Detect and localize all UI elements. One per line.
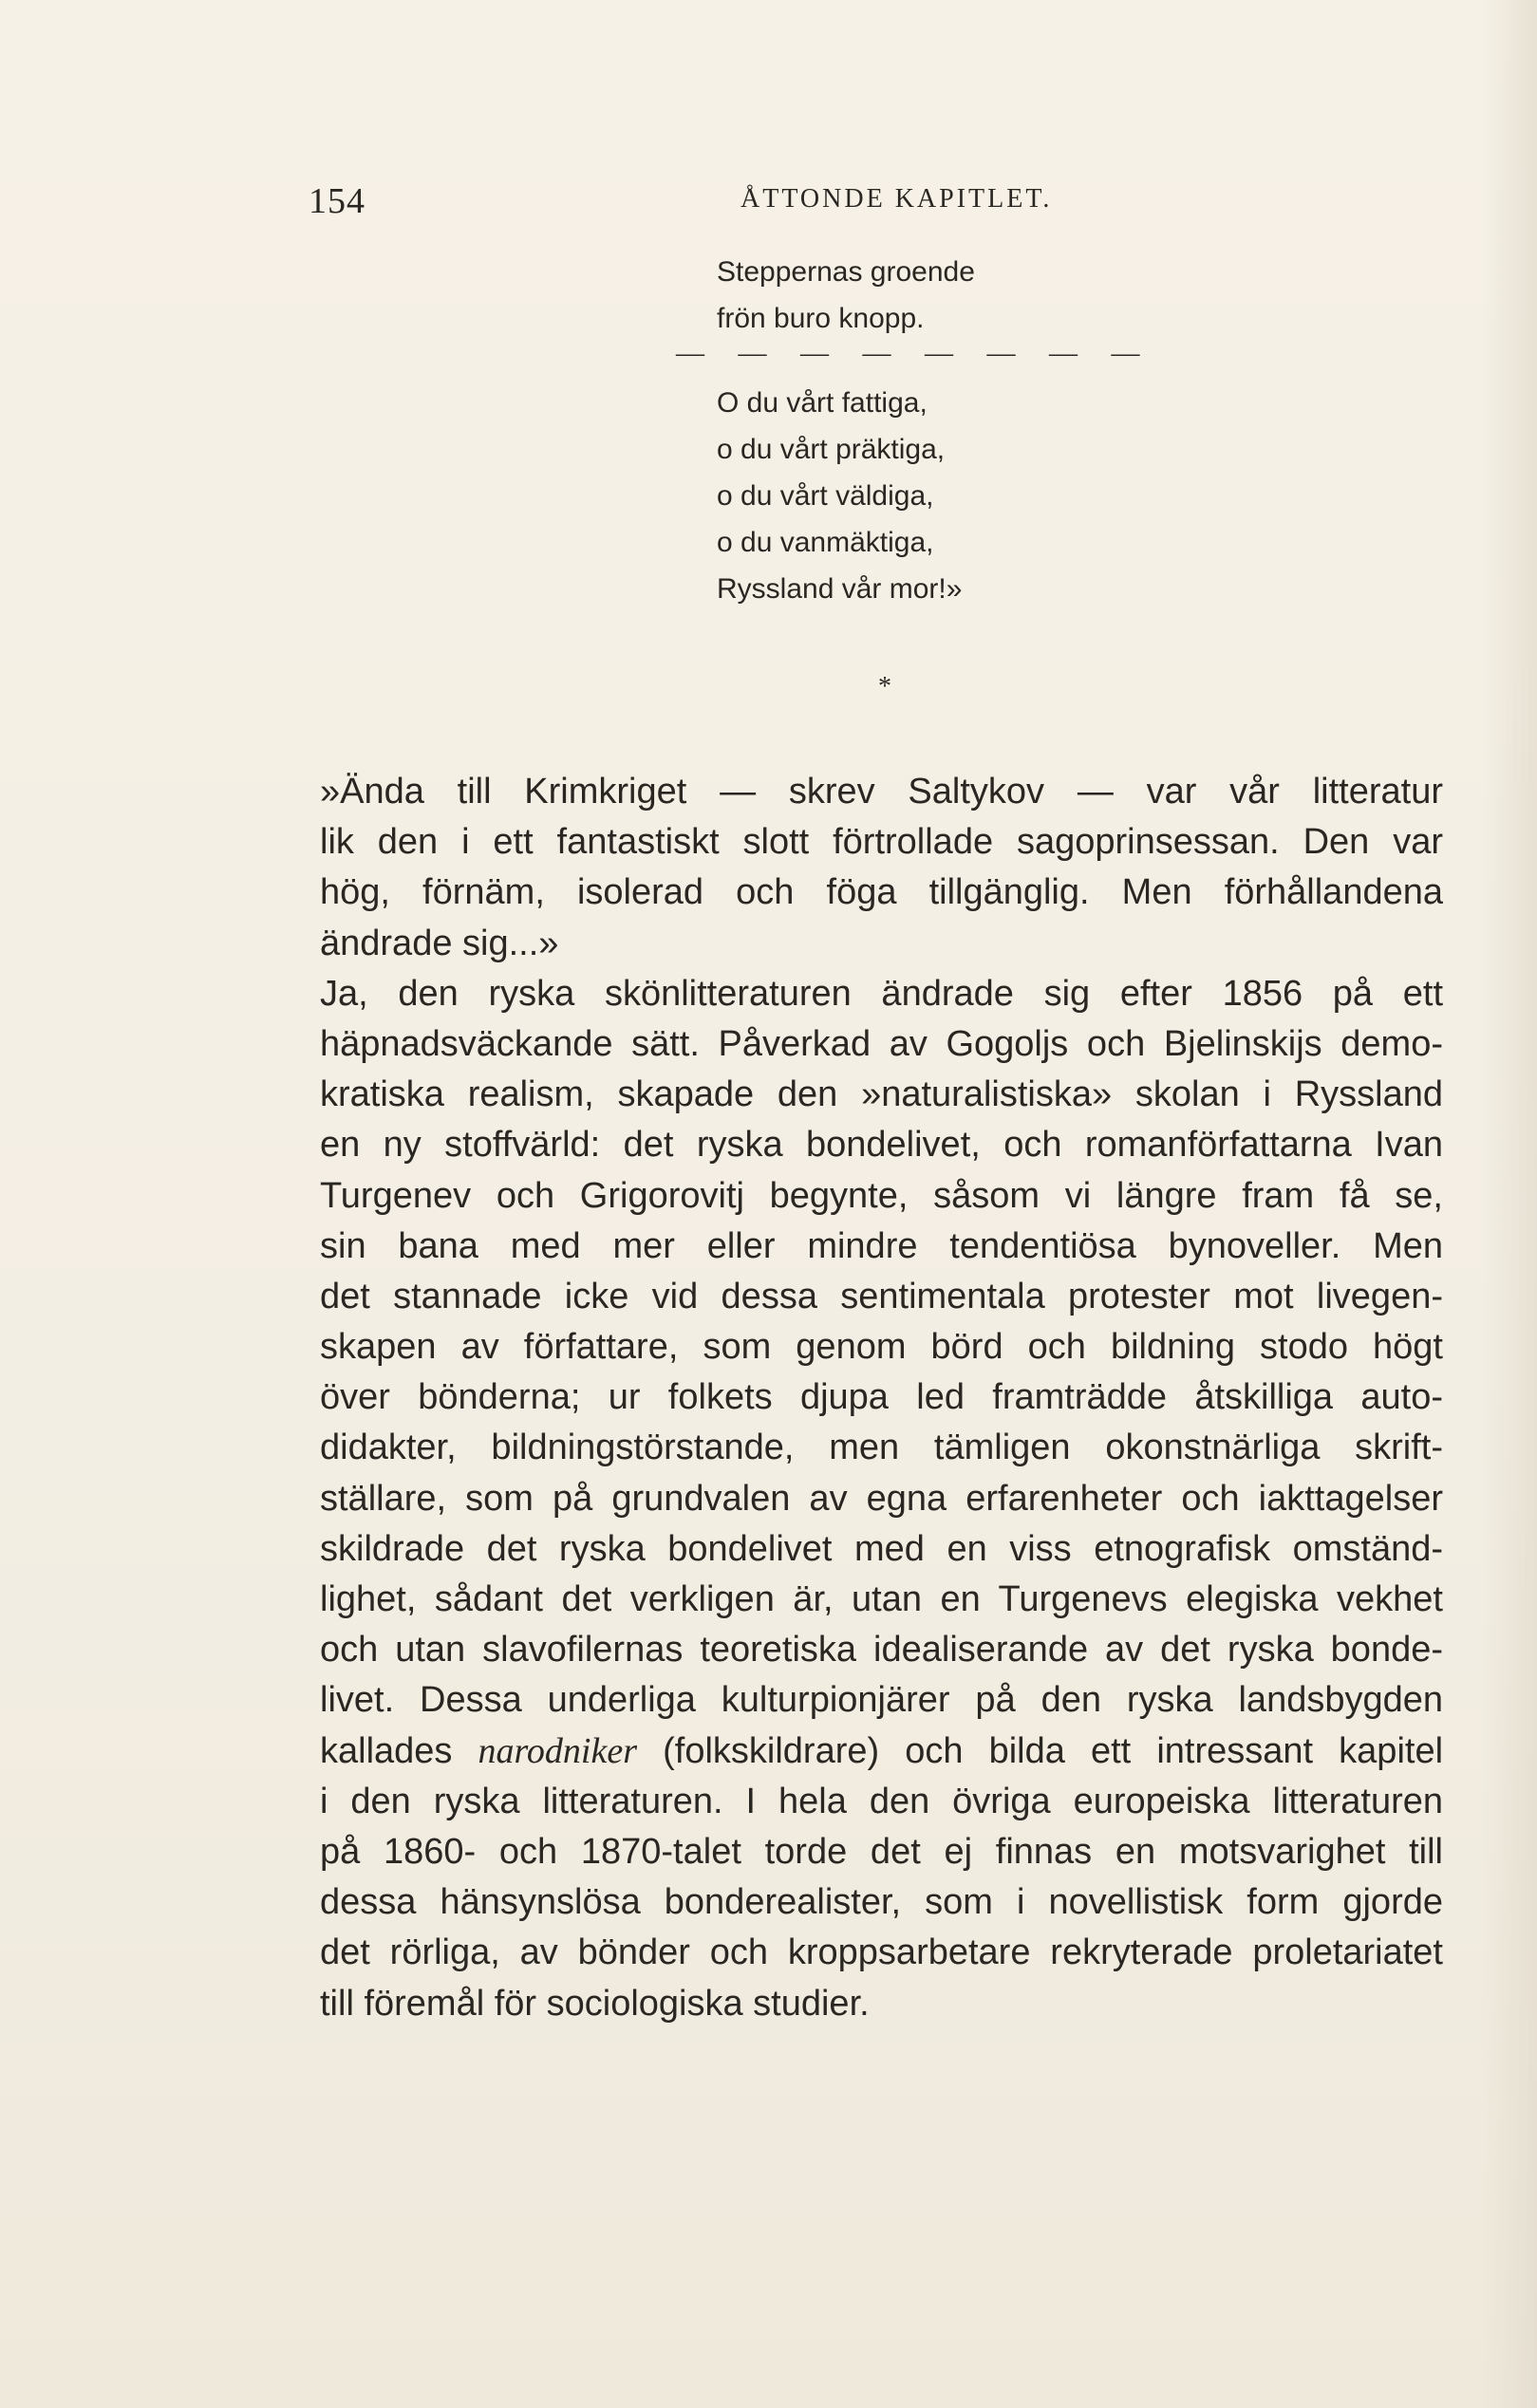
poem-line: o du vanmäktiga, <box>717 527 934 558</box>
text-line: över bönderna; ur folkets djupa led framträdde åtskilliga auto- <box>320 1377 1443 1418</box>
poem-line: O du vårt fattiga, <box>717 387 928 419</box>
section-separator: * <box>878 672 891 701</box>
text-fragment: (folkskildrare) och bilda ett intressant kapitel <box>663 1730 1444 1771</box>
poem-line: o du vårt präktiga, <box>717 434 946 465</box>
text-line-with-italic <box>320 1727 1443 1777</box>
poem-line: Ryssland vår mor!» <box>717 573 963 605</box>
text-line: skildrade det ryska bondelivet med en viss etnografisk omständ- <box>320 1528 1443 1569</box>
text-line: lighet, sådant det verkligen är, utan en Turgenevs elegiska vekhet <box>320 1579 1443 1619</box>
text-line: på 1860- och 1870-talet torde det ej finnas en motsvarighet till <box>320 1831 1443 1872</box>
text-line: Ja, den ryska skönlitteraturen ändrade sig efter 1856 på ett <box>320 973 1443 1014</box>
text-line: Turgenev och Grigorovitj begynte, såsom vi längre fram få se, <box>320 1175 1443 1216</box>
text-line: sin bana med mer eller mindre tendentiösa bynoveller. Men <box>320 1225 1443 1266</box>
text-line: skapen av författare, som genom börd och bildning stodo högt <box>320 1327 1443 1368</box>
text-line: »Ända till Krimkriget — skrev Saltykov — var vår litteratur <box>320 772 1443 812</box>
text-line: i den ryska litteraturen. I hela den övriga europeiska litteraturen <box>320 1781 1443 1821</box>
text-line: och utan slavofilernas teoretiska idealiserande av det ryska bonde- <box>320 1630 1443 1671</box>
running-head: ÅTTONDE KAPITLET. <box>740 184 1053 214</box>
poem-line: frön buro knopp. <box>717 303 925 334</box>
poem-line: o du vårt väldiga, <box>717 480 934 512</box>
text-line: lik den i ett fantastiskt slott förtrollade sagoprinsessan. Den var <box>320 822 1443 863</box>
ellipsis-dashes: — — — — — — — — <box>676 337 1153 368</box>
text-line: dessa hänsynslösa bonderealister, som i novellistisk form gjorde <box>320 1882 1443 1923</box>
page-number: 154 <box>309 181 366 221</box>
text-line: ändrade sig...» <box>320 923 559 963</box>
text-fragment: kallades <box>320 1730 453 1771</box>
page-header <box>309 180 1258 228</box>
italic-term: narodniker <box>478 1730 637 1771</box>
body-text <box>320 767 1443 2029</box>
text-line: livet. Dessa underliga kulturpionjärer på den ryska landsbygden <box>320 1680 1443 1721</box>
poem-stanza-bottom <box>717 380 962 612</box>
text-line: till föremål för sociologiska studier. <box>320 1983 870 2024</box>
text-line: en ny stoffvärld: det ryska bondelivet, och romanförfattarna Ivan <box>320 1125 1443 1166</box>
text-line: ställare, som på grundvalen av egna erfarenheter och iakttagelser <box>320 1478 1443 1519</box>
text-line: häpnadsväckande sätt. Påverkad av Gogoljs och Bjelinskijs demo- <box>320 1023 1443 1064</box>
page-edge-shadow <box>1481 0 1537 2408</box>
text-line: hög, förnäm, isolerad och föga tillgänglig. Men förhållandena <box>320 872 1443 913</box>
text-line: didakter, bildningstörstande, men tämligen okonstnärliga skrift- <box>320 1428 1443 1468</box>
poem-stanza-top <box>717 249 975 342</box>
text-line: det rörliga, av bönder och kroppsarbetare rekryterade proletariatet <box>320 1932 1443 1973</box>
text-line: kratiska realism, skapade den »naturalistiska» skolan i Ryssland <box>320 1074 1443 1115</box>
text-line: det stannade icke vid dessa sentimentala protester mot livegen- <box>320 1276 1443 1316</box>
poem-line: Steppernas groende <box>717 256 975 288</box>
